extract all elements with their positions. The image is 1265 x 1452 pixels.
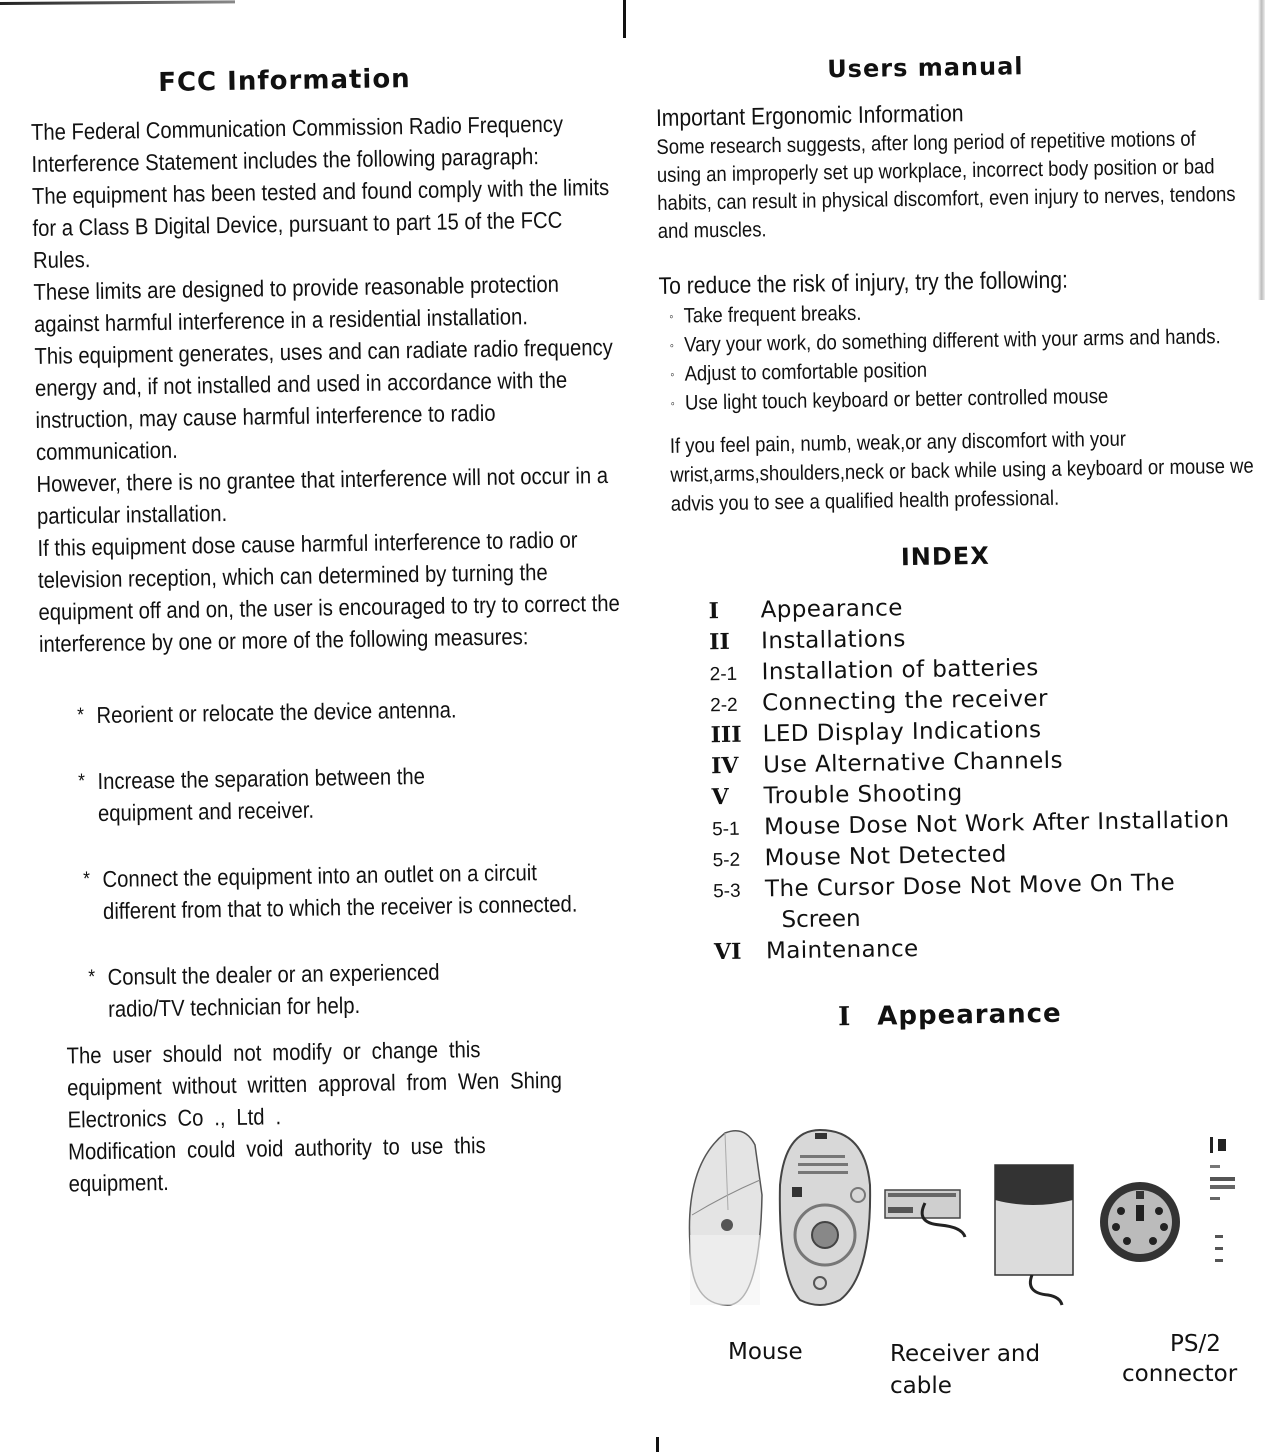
- ergonomic-heading: Important Ergonomic Information: [655, 100, 964, 132]
- index-label: Connecting the receiver: [761, 685, 1049, 717]
- index-label-continuation: Screen: [781, 905, 861, 934]
- right-page-manual: [655, 49, 1265, 1035]
- fcc-body: [31, 107, 635, 1200]
- fcc-paragraph: If this equipment dose cause harmful interference to radio or television reception, which can determined by turning the equipment off and on, the user is encouraged to try to correct the interference by one or more of the following measures:: [37, 526, 620, 657]
- receiver-box-image: [995, 1165, 1073, 1305]
- left-page-fcc: [30, 61, 638, 1200]
- caption-receiver-line1: Receiver and: [890, 1341, 1041, 1367]
- circle-bullet-icon: ◦: [669, 308, 674, 324]
- caption-ps2-line1: PS/2: [1170, 1331, 1221, 1357]
- asterisk-bullet-icon: *: [88, 966, 96, 989]
- reduce-risk-heading: To reduce the risk of injury, try the following:: [658, 266, 1069, 300]
- tip-text: Adjust to comfortable position: [684, 358, 928, 386]
- index-label: Trouble Shooting: [763, 780, 963, 810]
- index-number: 5-3: [712, 880, 741, 903]
- scan-right-edge: [1258, 0, 1265, 300]
- circle-bullet-icon: ◦: [670, 366, 675, 382]
- index-number: II: [708, 628, 730, 656]
- fcc-paragraph: These limits are designed to provide reasonable protection against harmful interference in a residential installation.: [33, 270, 560, 337]
- index-number: 5-1: [711, 818, 740, 841]
- measure-text: Reorient or relocate the device antenna.: [96, 696, 457, 729]
- index-list: [663, 590, 1265, 971]
- health-advice: If you feel pain, numb, weak,or any discomfort with your wrist,arms,shoulders,neck or back while using a keyboard or mouse we advis you to see a qualified health professional.: [669, 427, 1254, 516]
- index-label: Maintenance: [765, 935, 919, 965]
- page-fold-line-bottom: [656, 1437, 659, 1452]
- receiver-board-image: [885, 1190, 965, 1237]
- circle-bullet-icon: ◦: [670, 395, 675, 411]
- ps2-plug-side-image: [1210, 1137, 1235, 1262]
- closing-paragraph: Modification could void authority to use this equipment.: [67, 1131, 486, 1197]
- index-label: Mouse Not Detected: [764, 841, 1007, 872]
- fcc-title: FCC Information: [157, 64, 411, 98]
- tips-list: [659, 293, 1257, 418]
- ps2-connector-image: [1100, 1182, 1180, 1262]
- caption-mouse: Mouse: [728, 1339, 803, 1365]
- mouse-top-image: [689, 1131, 762, 1305]
- tip-text: Take frequent breaks.: [683, 301, 862, 328]
- index-number: I: [708, 598, 720, 625]
- index-label: Appearance: [760, 595, 903, 624]
- ergonomic-text: Some research suggests, after long period of repetitive motions of using an improperly set up workplace, incorrect body position or bad habits, can result in physical discomfort, even injury to nerves, tendons and muscles.: [656, 127, 1236, 243]
- index-number: 2-2: [710, 694, 738, 717]
- index-number: IV: [710, 752, 739, 780]
- tip-text: Vary your work, do something different with your arms and hands.: [683, 325, 1221, 357]
- users-manual-title: Users manual: [826, 52, 1024, 84]
- index-label: LED Display Indications: [762, 717, 1042, 748]
- closing-paragraph: The user should not modify or change this equipment without written approval from Wen Shing Electronics Co ., Ltd .: [66, 1036, 563, 1133]
- fcc-closing: [66, 1031, 588, 1199]
- index-label: Mouse Dose Not Work After Installation: [763, 807, 1230, 841]
- index-number: 2-1: [709, 663, 738, 686]
- index-number: VI: [713, 938, 742, 966]
- scan-edge-artifact: [0, 0, 235, 5]
- mouse-bottom-image: [780, 1130, 870, 1305]
- index-number: III: [710, 721, 742, 749]
- measure-text: Increase the separation between the equipment and receiver.: [97, 762, 426, 827]
- index-number: V: [711, 783, 729, 811]
- asterisk-bullet-icon: *: [76, 704, 85, 727]
- measure-item: [77, 691, 627, 732]
- appearance-title: Appearance: [877, 998, 1062, 1032]
- caption-ps2-line2: connector: [1122, 1361, 1238, 1387]
- index-number: 5-2: [712, 849, 741, 872]
- asterisk-bullet-icon: *: [77, 770, 86, 793]
- circle-bullet-icon: ◦: [669, 337, 674, 353]
- index-label: Installation of batteries: [761, 655, 1039, 686]
- measure-item: [83, 855, 630, 928]
- fcc-intro: The Federal Communication Commission Radio Frequency Interference Statement includes the following paragraph:: [30, 110, 564, 177]
- measure-text: Connect the equipment into an outlet on a circuit different from that to which the receiver is connected.: [102, 859, 578, 924]
- asterisk-bullet-icon: *: [83, 868, 91, 891]
- measure-item: [78, 757, 629, 830]
- caption-receiver-line2: cable: [890, 1373, 952, 1399]
- appearance-photos: [680, 1125, 1265, 1325]
- page-fold-line: [623, 0, 626, 38]
- measure-item: [88, 953, 632, 1026]
- ergonomic-section: [656, 95, 1259, 519]
- index-label: Installations: [760, 626, 906, 655]
- index-label: Use Alternative Channels: [762, 747, 1064, 779]
- fcc-paragraph: The equipment has been tested and found comply with the limits for a Class B Digital Device, pursuant to part 15 of the FCC Rules.: [31, 173, 610, 273]
- index-title: INDEX: [900, 541, 990, 572]
- fcc-paragraph: However, there is no grantee that interference will not occur in a particular installation.: [36, 461, 609, 529]
- fcc-paragraph: This equipment generates, uses and can radiate radio frequency energy and, if not installed and used in accordance with the instruction, may cause harmful interference to radio communication.: [34, 333, 613, 465]
- appearance-roman-numeral: I: [837, 1002, 852, 1033]
- appearance-heading: [838, 995, 1265, 1032]
- tip-text: Use light touch keyboard or better controlled mouse: [684, 384, 1109, 415]
- fcc-measures-list: [40, 691, 632, 1026]
- index-label: The Cursor Dose Not Move On The: [764, 869, 1176, 903]
- measure-text: Consult the dealer or an experienced radio/TV technician for help.: [107, 958, 440, 1022]
